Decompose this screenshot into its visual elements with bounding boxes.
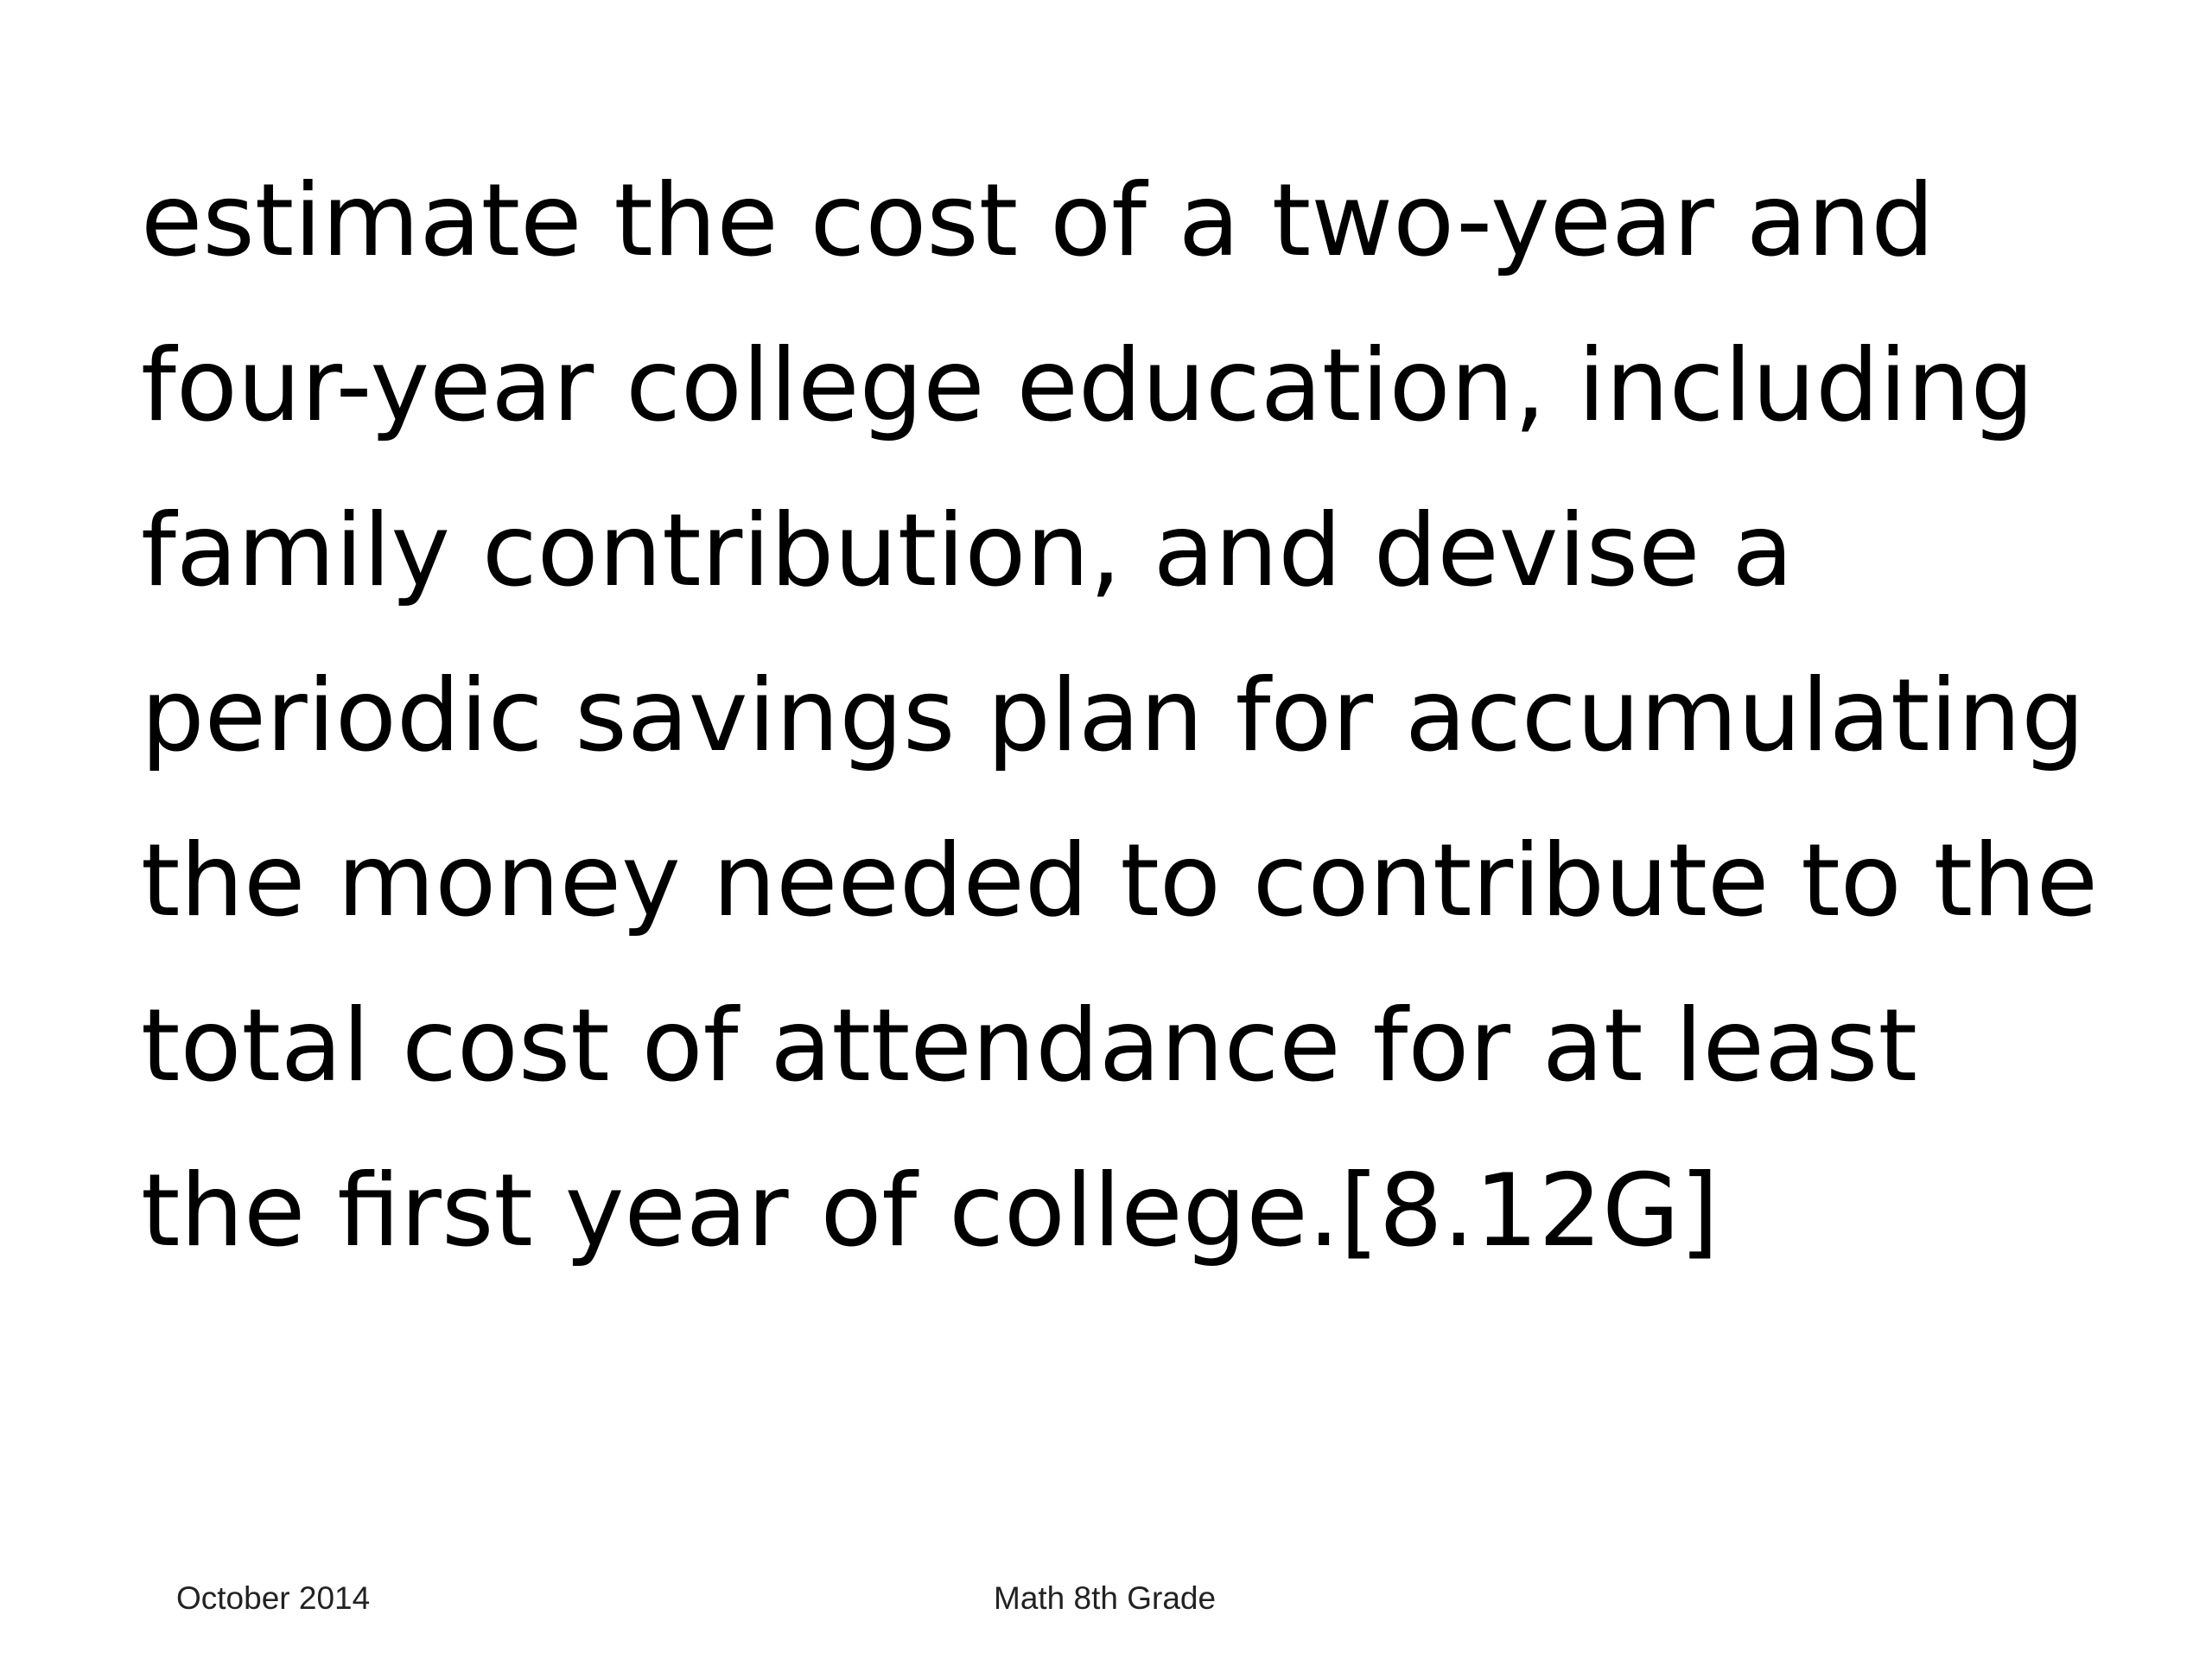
body-line-3: family contribution, and devise a bbox=[141, 493, 1794, 609]
slide-body-text bbox=[141, 138, 2128, 1294]
body-line-6: total cost of attendance for at least bbox=[141, 988, 1917, 1104]
body-line-5: the money needed to contribute to the bbox=[141, 823, 2098, 939]
footer-date: October 2014 bbox=[176, 1580, 371, 1616]
footer-title: Math 8th Grade bbox=[994, 1580, 1217, 1616]
body-line-1: estimate the cost of a two-year and bbox=[141, 162, 1935, 279]
body-line-2: four-year college education, including bbox=[141, 327, 2035, 444]
body-line-7: the first year of college.[8.12G] bbox=[141, 1153, 1719, 1269]
body-line-4: periodic savings plan for accumulating bbox=[141, 658, 2085, 774]
